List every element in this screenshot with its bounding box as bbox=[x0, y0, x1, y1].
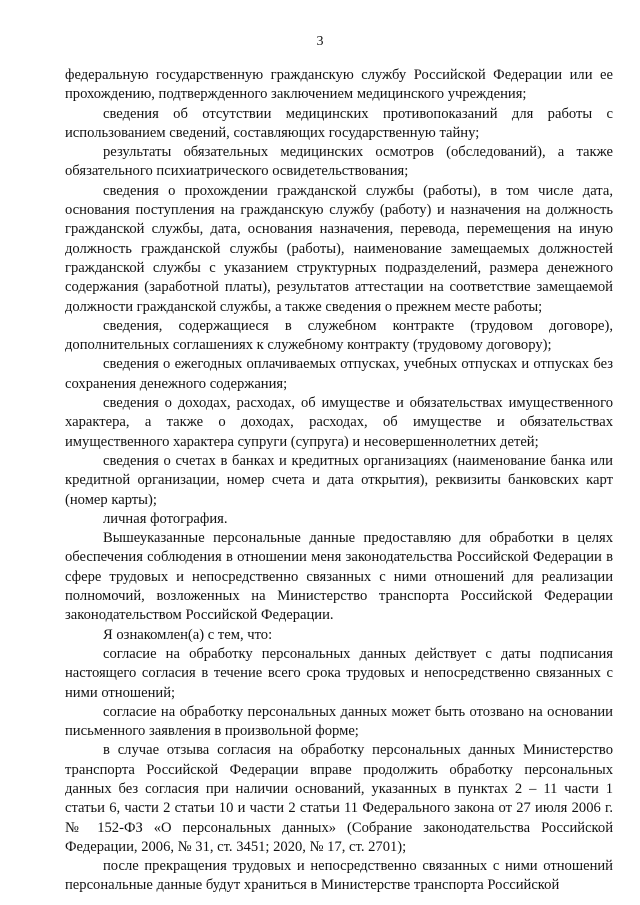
paragraph: сведения, содержащиеся в служебном контракте (трудовом договоре), дополнительных соглашениях к служебному контракту (трудовому договору); bbox=[65, 317, 613, 354]
paragraph: в случае отзыва согласия на обработку персональных данных Министерство транспорта Российской Федерации вправе продолжить обработку персональных данных без согласия при наличии оснований, указанных в пунктах 2 – 11 части 1 статьи 6, части 2 статьи 10 и части 2 статьи 11 Федерального закона от 27 июля 2006 г. № 152-ФЗ «О персональных данных» (Собрание законодательства Российской Федерации, 2006, № 31, ст. 3451; 2020, № 17, ст. 2701); bbox=[65, 742, 613, 855]
paragraph: сведения о прохождении гражданской службы (работы), в том числе дата, основания поступления на гражданскую службу (работу) и назначения на должность гражданской службы, дата, основания назначения, перевода, перемещения на иную должность гражданской службы (работы), наименование замещаемых должностей гражданской службы с указанием структурных подразделений, размера денежного содержания (заработной платы), результатов аттестации на соответствие замещаемой должности гражданской службы, а также сведения о прежнем месте работы; bbox=[65, 182, 613, 315]
paragraph: сведения об отсутствии медицинских противопоказаний для работы с использованием сведений, составляющих государственную тайну; bbox=[65, 105, 613, 141]
paragraph: после прекращения трудовых и непосредственно связанных с ними отношений персональные данные будут храниться в Министерстве транспорта Российской bbox=[65, 858, 613, 894]
paragraph: Я ознакомлен(а) с тем, что: bbox=[103, 626, 273, 643]
page-number: 3 bbox=[316, 34, 324, 49]
paragraph: личная фотография. bbox=[103, 510, 228, 527]
paragraph: согласие на обработку персональных данных действует с даты подписания настоящего согласия в течение всего срока трудовых и непосредственно связанных с ними отношений; bbox=[65, 645, 613, 701]
paragraph: сведения о счетах в банках и кредитных организациях (наименование банка или кредитной организации, номер счета и дата открытия), реквизиты банковских карт (номер карты); bbox=[65, 452, 613, 508]
document-body bbox=[65, 66, 613, 896]
paragraph: сведения о доходах, расходах, об имуществе и обязательствах имущественного характера, а также о доходах, расходах, об имуществе и обязательствах имущественного характера супруги (супруга) и несовершеннолетних детей; bbox=[65, 395, 613, 450]
paragraph: сведения о ежегодных оплачиваемых отпусках, учебных отпусках и отпусках без сохранения денежного содержания; bbox=[65, 356, 613, 392]
paragraph: согласие на обработку персональных данных может быть отозвано на основании письменного заявления в произвольной форме; bbox=[65, 703, 613, 740]
paragraph: федеральную государственную гражданскую службу Российской Федерации или ее прохождению, подтвержденного заключением медицинского учреждения; bbox=[65, 67, 613, 103]
paragraph: результаты обязательных медицинских осмотров (обследований), а также обязательного психиатрического освидетельствования; bbox=[65, 144, 613, 180]
paragraph: Вышеуказанные персональные данные предоставляю для обработки в целях обеспечения соблюдения в отношении меня законодательства Российской Федерации в сфере трудовых и непосредственно связанных с ними отношений для реализации полномочий, возложенных на Министерство транспорта Российской Федерации законодательством Российской Федерации. bbox=[65, 530, 613, 624]
